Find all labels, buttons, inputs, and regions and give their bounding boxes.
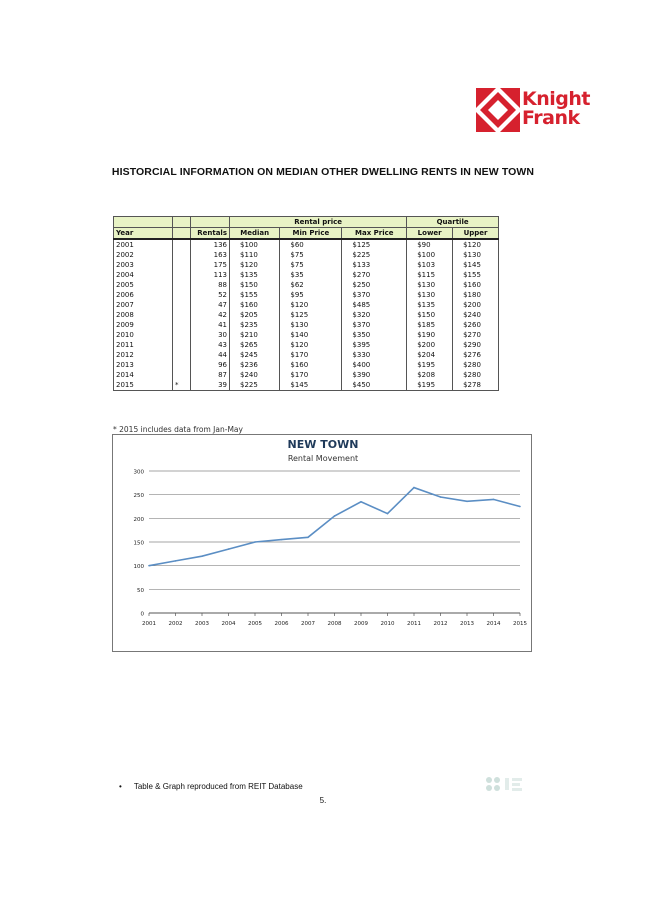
table-row xyxy=(114,239,499,250)
cell-min-price: $130 xyxy=(280,320,342,330)
header-blank xyxy=(191,217,230,228)
cell-min-price: $125 xyxy=(280,310,342,320)
data-point xyxy=(466,500,468,502)
table-row xyxy=(114,320,499,330)
cell-year: 2010 xyxy=(114,330,173,340)
rental-movement-chart xyxy=(112,434,532,652)
cell-flag xyxy=(173,300,191,310)
cell-median: $225 xyxy=(230,380,280,391)
table-footnote: * 2015 includes data from Jan-May xyxy=(113,425,243,434)
cell-year: 2012 xyxy=(114,350,173,360)
x-tick-label: 2002 xyxy=(168,621,183,627)
cell-lower: $208 xyxy=(407,370,453,380)
cell-max-price: $350 xyxy=(342,330,407,340)
cell-max-price: $450 xyxy=(342,380,407,391)
cell-flag xyxy=(173,350,191,360)
col-year: Year xyxy=(114,228,173,240)
cell-lower: $100 xyxy=(407,250,453,260)
cell-min-price: $120 xyxy=(280,340,342,350)
cell-year: 2003 xyxy=(114,260,173,270)
cell-flag xyxy=(173,370,191,380)
cell-max-price: $125 xyxy=(342,239,407,250)
data-point xyxy=(228,548,230,550)
cell-upper: $260 xyxy=(453,320,499,330)
cell-year: 2005 xyxy=(114,280,173,290)
cell-rentals: 44 xyxy=(191,350,230,360)
cell-year: 2014 xyxy=(114,370,173,380)
cell-lower: $185 xyxy=(407,320,453,330)
cell-flag xyxy=(173,250,191,260)
header-rental-price: Rental price xyxy=(230,217,407,228)
cell-max-price: $370 xyxy=(342,320,407,330)
cell-max-price: $485 xyxy=(342,300,407,310)
cell-max-price: $320 xyxy=(342,310,407,320)
cell-max-price: $330 xyxy=(342,350,407,360)
bullet: • xyxy=(119,782,122,791)
table-row xyxy=(114,370,499,380)
table-column-header-row xyxy=(114,228,499,240)
cell-min-price: $170 xyxy=(280,370,342,380)
x-tick-label: 2006 xyxy=(274,621,289,627)
series-line xyxy=(149,488,520,566)
header-quartile: Quartile xyxy=(407,217,499,228)
cell-year: 2001 xyxy=(114,239,173,250)
cell-year: 2007 xyxy=(114,300,173,310)
table-row xyxy=(114,340,499,350)
cell-median: $150 xyxy=(230,280,280,290)
cell-min-price: $62 xyxy=(280,280,342,290)
col-rentals: Rentals xyxy=(191,228,230,240)
table-row xyxy=(114,260,499,270)
col-min-price: Min Price xyxy=(280,228,342,240)
cell-median: $160 xyxy=(230,300,280,310)
cell-rentals: 52 xyxy=(191,290,230,300)
x-tick-label: 2015 xyxy=(513,621,527,627)
cell-year: 2011 xyxy=(114,340,173,350)
cell-lower: $130 xyxy=(407,280,453,290)
cell-median: $135 xyxy=(230,270,280,280)
cell-max-price: $270 xyxy=(342,270,407,280)
cell-rentals: 113 xyxy=(191,270,230,280)
logo-text xyxy=(522,90,590,128)
table-row xyxy=(114,350,499,360)
cell-flag xyxy=(173,280,191,290)
cell-flag xyxy=(173,330,191,340)
cell-rentals: 43 xyxy=(191,340,230,350)
y-tick-label: 0 xyxy=(140,611,144,618)
logo-line1: Knight xyxy=(522,88,590,110)
header-blank xyxy=(173,217,191,228)
x-tick-label: 2008 xyxy=(327,621,342,627)
cell-median: $235 xyxy=(230,320,280,330)
cell-min-price: $160 xyxy=(280,360,342,370)
x-tick-label: 2010 xyxy=(380,621,395,627)
cell-flag xyxy=(173,290,191,300)
cell-lower: $115 xyxy=(407,270,453,280)
table-row xyxy=(114,280,499,290)
page-number: 5. xyxy=(319,796,327,805)
y-tick-label: 150 xyxy=(133,540,144,547)
x-tick-label: 2012 xyxy=(433,621,448,627)
col-max-price: Max Price xyxy=(342,228,407,240)
table-row xyxy=(114,290,499,300)
knight-frank-logo-mark-icon xyxy=(476,88,520,132)
cell-max-price: $370 xyxy=(342,290,407,300)
x-tick-label: 2013 xyxy=(460,621,474,627)
cell-rentals: 41 xyxy=(191,320,230,330)
cell-year: 2008 xyxy=(114,310,173,320)
cell-median: $100 xyxy=(230,239,280,250)
chart-title: NEW TOWN xyxy=(287,438,359,451)
cell-min-price: $145 xyxy=(280,380,342,391)
cell-flag xyxy=(173,270,191,280)
faint-stamp-icon xyxy=(485,776,525,792)
cell-max-price: $225 xyxy=(342,250,407,260)
cell-min-price: $140 xyxy=(280,330,342,340)
data-point xyxy=(175,560,177,562)
cell-min-price: $120 xyxy=(280,300,342,310)
cell-upper: $290 xyxy=(453,340,499,350)
cell-median: $245 xyxy=(230,350,280,360)
source-note xyxy=(119,782,303,791)
x-tick-label: 2014 xyxy=(486,621,501,627)
cell-median: $236 xyxy=(230,360,280,370)
cell-rentals: 175 xyxy=(191,260,230,270)
data-point xyxy=(440,496,442,498)
cell-lower: $190 xyxy=(407,330,453,340)
table-row xyxy=(114,380,499,391)
page-title: HISTORCIAL INFORMATION ON MEDIAN OTHER DWELLING RENTS IN NEW TOWN xyxy=(111,166,535,178)
x-tick-label: 2009 xyxy=(354,621,368,627)
cell-year: 2013 xyxy=(114,360,173,370)
data-point xyxy=(493,499,495,501)
cell-lower: $90 xyxy=(407,239,453,250)
table-row xyxy=(114,300,499,310)
cell-median: $110 xyxy=(230,250,280,260)
data-point xyxy=(387,513,389,515)
cell-upper: $160 xyxy=(453,280,499,290)
data-point xyxy=(360,501,362,503)
cell-rentals: 42 xyxy=(191,310,230,320)
cell-lower: $135 xyxy=(407,300,453,310)
data-point xyxy=(307,536,309,538)
source-note-text: Table & Graph reproduced from REIT Database xyxy=(133,782,303,791)
cell-upper: $145 xyxy=(453,260,499,270)
data-point xyxy=(201,555,203,557)
cell-lower: $103 xyxy=(407,260,453,270)
cell-median: $265 xyxy=(230,340,280,350)
x-tick-label: 2005 xyxy=(248,621,262,627)
cell-rentals: 87 xyxy=(191,370,230,380)
cell-upper: $130 xyxy=(453,250,499,260)
cell-upper: $120 xyxy=(453,239,499,250)
col-lower: Lower xyxy=(407,228,453,240)
cell-rentals: 163 xyxy=(191,250,230,260)
cell-min-price: $75 xyxy=(280,260,342,270)
data-point xyxy=(148,565,150,567)
cell-rentals: 47 xyxy=(191,300,230,310)
cell-lower: $195 xyxy=(407,380,453,391)
col-median: Median xyxy=(230,228,280,240)
y-tick-label: 250 xyxy=(133,493,144,500)
cell-median: $120 xyxy=(230,260,280,270)
cell-rentals: 30 xyxy=(191,330,230,340)
table-row xyxy=(114,330,499,340)
cell-year: 2006 xyxy=(114,290,173,300)
table-row xyxy=(114,270,499,280)
cell-lower: $150 xyxy=(407,310,453,320)
cell-upper: $200 xyxy=(453,300,499,310)
table-group-header-row xyxy=(114,217,499,228)
cell-upper: $276 xyxy=(453,350,499,360)
table-body xyxy=(114,239,499,391)
data-point xyxy=(519,506,521,508)
table-row xyxy=(114,310,499,320)
cell-max-price: $395 xyxy=(342,340,407,350)
cell-upper: $180 xyxy=(453,290,499,300)
cell-max-price: $400 xyxy=(342,360,407,370)
knight-frank-logo xyxy=(476,88,591,138)
x-tick-label: 2003 xyxy=(195,621,209,627)
cell-upper: $155 xyxy=(453,270,499,280)
cell-min-price: $170 xyxy=(280,350,342,360)
x-tick-label: 2001 xyxy=(142,621,156,627)
cell-year: 2009 xyxy=(114,320,173,330)
cell-flag xyxy=(173,239,191,250)
x-tick-label: 2004 xyxy=(221,621,236,627)
cell-median: $240 xyxy=(230,370,280,380)
cell-rentals: 136 xyxy=(191,239,230,250)
cell-lower: $200 xyxy=(407,340,453,350)
table-row xyxy=(114,250,499,260)
cell-flag: * xyxy=(173,380,191,391)
cell-upper: $280 xyxy=(453,360,499,370)
y-tick-label: 300 xyxy=(133,469,144,476)
col-flag xyxy=(173,228,191,240)
data-point xyxy=(413,487,415,489)
cell-flag xyxy=(173,320,191,330)
cell-max-price: $390 xyxy=(342,370,407,380)
cell-flag xyxy=(173,340,191,350)
cell-rentals: 96 xyxy=(191,360,230,370)
header-blank xyxy=(114,217,173,228)
cell-rentals: 88 xyxy=(191,280,230,290)
rent-table xyxy=(113,216,499,391)
cell-median: $155 xyxy=(230,290,280,300)
cell-year: 2004 xyxy=(114,270,173,280)
cell-median: $205 xyxy=(230,310,280,320)
cell-min-price: $95 xyxy=(280,290,342,300)
logo-line2: Frank xyxy=(522,107,580,129)
cell-year: 2015 xyxy=(114,380,173,391)
cell-flag xyxy=(173,310,191,320)
x-tick-label: 2007 xyxy=(301,621,315,627)
data-point xyxy=(281,539,283,541)
x-tick-label: 2011 xyxy=(407,621,421,627)
cell-rentals: 39 xyxy=(191,380,230,391)
cell-max-price: $133 xyxy=(342,260,407,270)
cell-lower: $195 xyxy=(407,360,453,370)
cell-lower: $204 xyxy=(407,350,453,360)
cell-flag xyxy=(173,360,191,370)
cell-min-price: $35 xyxy=(280,270,342,280)
cell-lower: $130 xyxy=(407,290,453,300)
cell-flag xyxy=(173,260,191,270)
cell-min-price: $75 xyxy=(280,250,342,260)
cell-median: $210 xyxy=(230,330,280,340)
cell-upper: $280 xyxy=(453,370,499,380)
chart-svg xyxy=(113,435,533,653)
data-point xyxy=(334,515,336,517)
chart-subtitle: Rental Movement xyxy=(287,454,359,463)
table-row xyxy=(114,360,499,370)
cell-upper: $240 xyxy=(453,310,499,320)
y-tick-label: 200 xyxy=(133,516,144,523)
cell-year: 2002 xyxy=(114,250,173,260)
cell-min-price: $60 xyxy=(280,239,342,250)
data-point xyxy=(254,541,256,543)
cell-max-price: $250 xyxy=(342,280,407,290)
cell-upper: $278 xyxy=(453,380,499,391)
y-tick-label: 50 xyxy=(137,587,144,594)
y-tick-label: 100 xyxy=(133,564,144,571)
cell-upper: $270 xyxy=(453,330,499,340)
col-upper: Upper xyxy=(453,228,499,240)
